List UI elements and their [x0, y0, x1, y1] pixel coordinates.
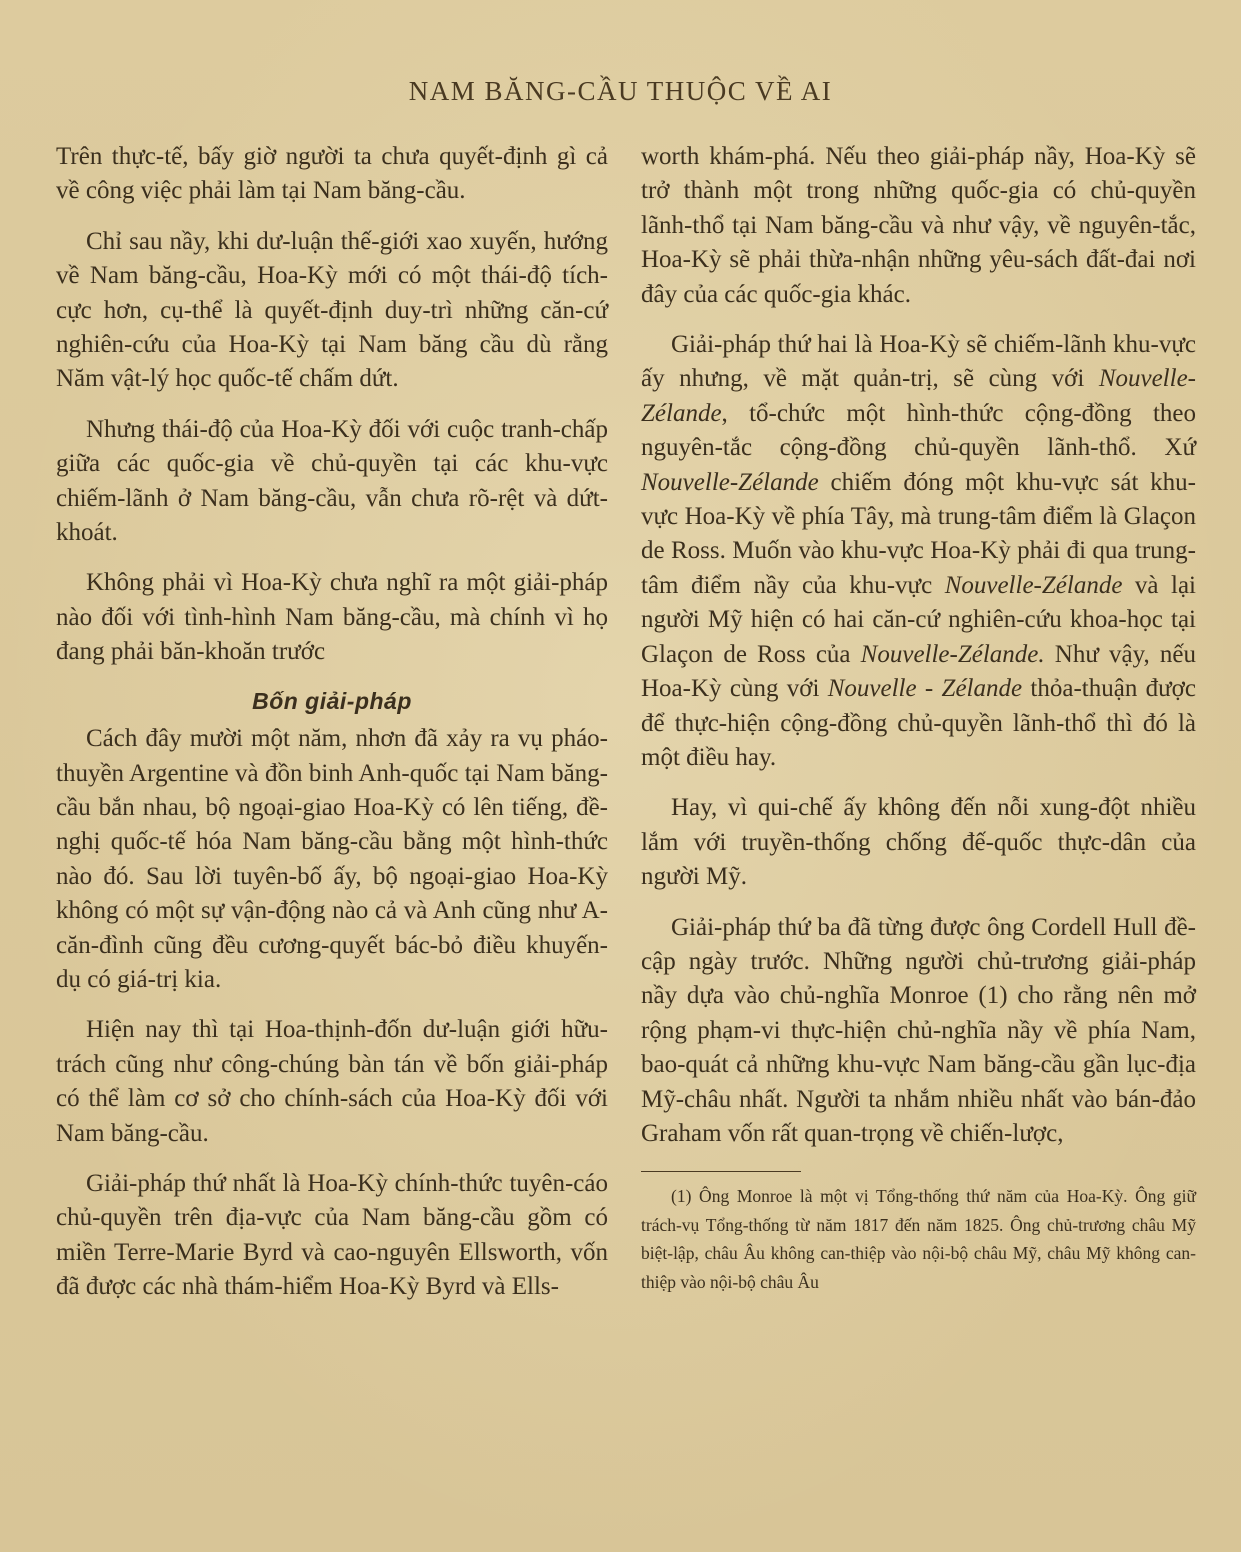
paragraph [641, 328, 1196, 775]
paragraph: Giải-pháp thứ nhất là Hoa-Kỳ chính-thức tuyên-cáo chủ-quyền trên địa-vực của Nam băng-cầu gồm có miền Terre-Marie Byrd và cao-nguyên Ellsworth, vốn đã được các nhà thám-hiểm Hoa-Kỳ Byrd và Ells- [56, 1169, 608, 1301]
italic-place-name: Nouvelle-Zélande [641, 365, 1196, 427]
paragraph: Hay, vì qui-chế ấy không đến nỗi xung-đột nhiều lắm với truyền-thống chống đế-quốc thực-dân của người Mỹ. [641, 794, 1196, 891]
paragraph: Hiện nay thì tại Hoa-thịnh-đốn dư-luận giới hữu-trách cũng như công-chúng bàn tán về bốn giải-pháp có thể làm cơ sở cho chính-sách của Hoa-Kỳ đối với Nam băng-cầu. [56, 1016, 608, 1147]
right-column [641, 140, 1196, 1312]
paragraph: Nhưng thái-độ của Hoa-Kỳ đối với cuộc tranh-chấp giữa các quốc-gia về chủ-quyền tại các khu-vực chiếm-lãnh ở Nam băng-cầu, vẫn chưa rõ-rệt và dứt-khoát. [56, 415, 608, 547]
italic-place-name: Nouvelle-Zélande. [860, 640, 1045, 668]
left-column [56, 140, 608, 1321]
section-heading: Bốn giải-pháp [252, 687, 412, 714]
text-run: Giải-pháp thứ hai là Hoa-Kỳ sẽ chiếm-lãnh khu-vực ấy nhưng, về mặt quản-trị, sẽ cùng với [641, 331, 1196, 393]
paragraph: Cách đây mười một năm, nhơn đã xảy ra vụ pháo-thuyền Argentine và đồn binh Anh-quốc tại Nam băng-cầu bắn nhau, bộ ngoại-giao Hoa-Kỳ có lên tiếng, đề-nghị quốc-tế hóa Nam băng-cầu bằng một hình-thức nào đó. Sau lời tuyên-bố ấy, bộ ngoại-giao Hoa-Kỳ không có một sự vận-động nào cả và Anh cũng như A-căn-đình cũng đều cương-quyết bác-bỏ điều khuyến-dụ có giá-trị kia. [56, 725, 608, 993]
paragraph: worth khám-phá. Nếu theo giải-pháp nầy, Hoa-Kỳ sẽ trở thành một trong những quốc-gia có chủ-quyền lãnh-thổ tại Nam băng-cầu và như vậy, về nguyên-tắc, Hoa-Kỳ sẽ phải thừa-nhận những yêu-sách đất-đai nơi đây của các quốc-gia khác. [641, 143, 1196, 308]
italic-place-name: Nouvelle-Zélande [641, 468, 819, 496]
text-run: chiếm đóng một khu-vực sát khu-vực Hoa-Kỳ về phía Tây, mà trung-tâm điểm là Glaçon de Ross. Muốn vào khu-vực Hoa-Kỳ phải đi qua trung-tâm điểm nầy của khu-vực [641, 468, 1196, 599]
text-run: và lại người Mỹ hiện có hai căn-cứ nghiên-cứu khoa-học tại Glaçon de Ross của [641, 571, 1196, 668]
text-run: Như vậy, nếu Hoa-Kỳ cùng với [641, 640, 1196, 703]
footnote: (1) Ông Monroe là một vị Tổng-thống thứ năm của Hoa-Kỳ. Ông giữ trách-vụ Tổng-thống từ năm 1817 đến năm 1825. Ông chủ-trương châu Mỹ biệt-lập, châu Âu không can-thiệp vào nội-bộ châu Mỹ, châu Mỹ không can-thiệp vào nội-bộ châu Âu [641, 1186, 1196, 1292]
paragraph: Giải-pháp thứ ba đã từng được ông Cordell Hull đề-cập ngày trước. Những người chủ-trương giải-pháp nầy dựa vào chủ-nghĩa Monroe (1) cho rằng nên mở rộng phạm-vi thực-hiện chủ-nghĩa nầy về phía Nam, bao-quát cả những khu-vực Nam băng-cầu gần lục-địa Mỹ-châu nhất. Người ta nhắm nhiều nhất vào bán-đảo Graham vốn rất quan-trọng về chiến-lược, [641, 913, 1196, 1147]
text-run: thỏa-thuận được để thực-hiện cộng-đồng chủ-quyền lãnh-thổ thì đó là một điều hay. [641, 675, 1196, 771]
paragraph: Chỉ sau nầy, khi dư-luận thế-giới xao xuyến, hướng về Nam băng-cầu, Hoa-Kỳ mới có một thái-độ tích-cực hơn, cụ-thể là quyết-định duy-trì những căn-cứ nghiên-cứu của Hoa-Kỳ tại Nam băng cầu dù rằng Năm vật-lý học quốc-tế chấm dứt. [56, 227, 608, 393]
italic-place-name: Nouvelle-Zélande [944, 571, 1123, 599]
running-head: NAM BĂNG-CẦU THUỘC VỀ AI [408, 76, 833, 106]
italic-place-name: Nouvelle - Zélande [827, 675, 1023, 703]
footnote-divider [641, 1171, 801, 1172]
paragraph: Trên thực-tế, bấy giờ người ta chưa quyết-định gì cả về công việc phải làm tại Nam băng-cầu. [56, 143, 608, 205]
paragraph: Không phải vì Hoa-Kỳ chưa nghĩ ra một giải-pháp nào đối với tình-hình Nam băng-cầu, mà chính vì họ đang phải băn-khoăn trước [56, 569, 608, 666]
text-run: , tổ-chức một hình-thức cộng-đồng theo nguyên-tắc cộng-đồng chủ-quyền lãnh-thổ. Xứ [641, 399, 1196, 462]
